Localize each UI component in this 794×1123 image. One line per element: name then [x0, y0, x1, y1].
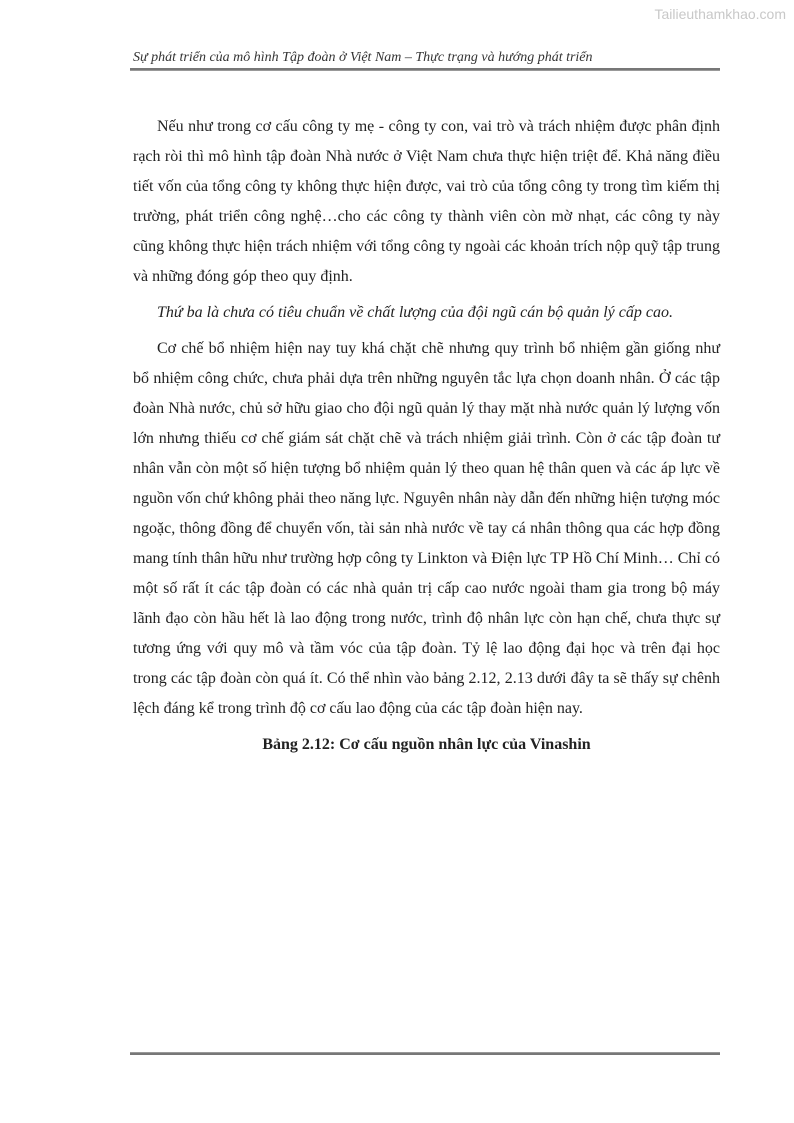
site-watermark: Tailieuthamkhao.com [654, 6, 786, 22]
footer-rule [130, 1052, 720, 1055]
paragraph-3: Cơ chế bổ nhiệm hiện nay tuy khá chặt chẽ nhưng quy trình bổ nhiệm gần giống như bổ nhiệm công chức, chưa phải dựa trên những nguyên tắc lựa chọn doanh nhân. Ở các tập đoàn Nhà nước, chủ sở hữu giao cho đội ngũ quản lý thay mặt nhà nước quản lý lượng vốn lớn nhưng thiếu cơ chế giám sát chặt chẽ và trách nhiệm giải trình. Còn ở các tập đoàn tư nhân vẫn còn một số hiện tượng bổ nhiệm quản lý theo quan hệ thân quen và các áp lực về nguồn vốn chứ không phải theo năng lực. Nguyên nhân này dẫn đến những hiện tượng móc ngoặc, thông đồng để chuyển vốn, tài sản nhà nước về tay cá nhân thông qua các hợp đồng mang tính thân hữu như trường hợp công ty Linkton và Điện lực TP Hồ Chí Minh… Chỉ có một số rất ít các tập đoàn có các nhà quản trị cấp cao nước ngoài tham gia trong bộ máy lãnh đạo còn hầu hết là lao động trong nước, trình độ nhân lực còn hạn chế, chưa thực sự tương ứng với quy mô và tầm vóc của tập đoàn. Tỷ lệ lao động đại học và trên đại học trong các tập đoàn còn quá ít. Có thể nhìn vào bảng 2.12, 2.13 dưới đây ta sẽ thấy sự chênh lệch đáng kể trong trình độ cơ cấu lao động của các tập đoàn hiện nay. [133, 340, 720, 717]
header-rule [130, 68, 720, 71]
paragraph-1: Nếu như trong cơ cấu công ty mẹ - công ty con, vai trò và trách nhiệm được phân định rạch ròi thì mô hình tập đoàn Nhà nước ở Việt Nam chưa thực hiện triệt để. Khả năng điều tiết vốn của tổng công ty không thực hiện được, vai trò của tổng công ty trong tìm kiếm thị trường, phát triển công nghệ…cho các công ty thành viên còn mờ nhạt, các công ty này cũng không thực hiện trách nhiệm với tổng công ty ngoài các khoản trích nộp quỹ tập trung và những đóng góp theo quy định. [133, 118, 720, 285]
table-caption: Bảng 2.12: Cơ cấu nguồn nhân lực của Vinashin [262, 736, 591, 753]
document-body [133, 112, 720, 760]
running-header: Sự phát triển của mô hình Tập đoàn ở Việt Nam – Thực trạng và hướng phát triển [133, 50, 593, 65]
paragraph-2-italic: Thứ ba là chưa có tiêu chuẩn về chất lượng của đội ngũ cán bộ quản lý cấp cao. [157, 304, 673, 321]
